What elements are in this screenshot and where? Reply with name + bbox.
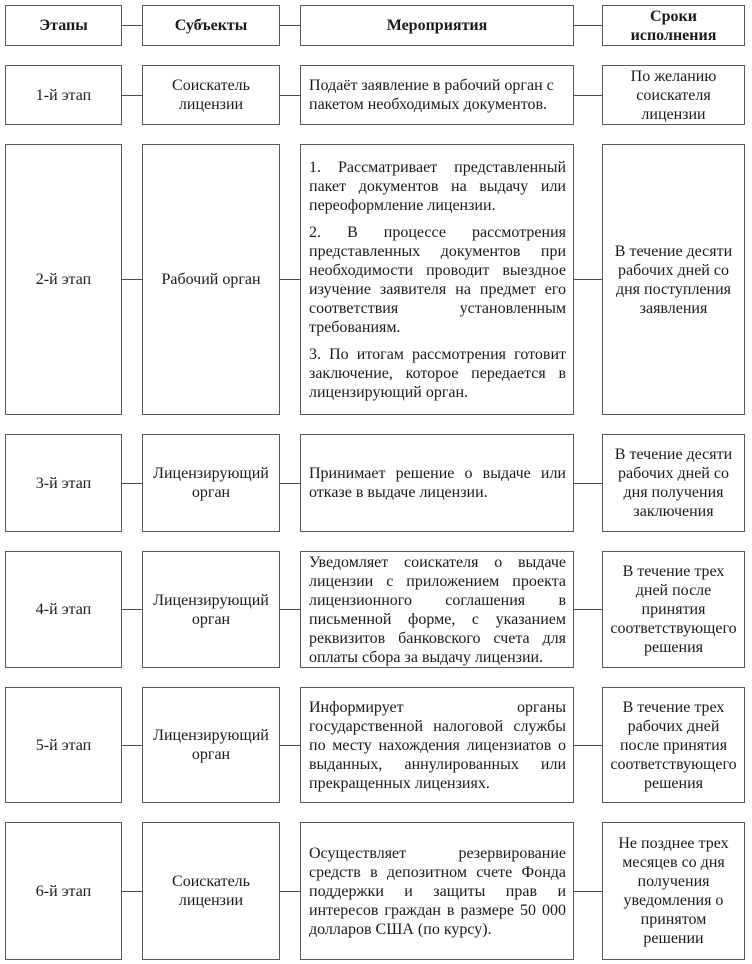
stage-label: 1-й этап	[35, 86, 92, 104]
stage-2-box	[5, 144, 122, 415]
connector	[122, 891, 142, 892]
connector	[122, 279, 142, 280]
deadline-5-box	[602, 687, 745, 803]
connector	[574, 95, 602, 96]
connector	[122, 745, 142, 746]
stage-label: 5-й этап	[35, 736, 92, 754]
stage-5-box	[5, 687, 122, 803]
activity-text: Информирует органы государственной налоговой службы по месту нахождения лицензиатов о выданных, аннулированных или прекращенных лицензиях.	[309, 698, 566, 792]
connector	[280, 95, 300, 96]
deadline-1-box	[602, 65, 745, 125]
activity-text: Подаёт заявление в рабочий орган с пакетом необходимых документов.	[309, 77, 554, 113]
subject-label: Лицензирующий орган	[153, 591, 269, 628]
subject-label: Лицензирующий орган	[153, 727, 269, 763]
connector	[574, 483, 602, 484]
connector	[280, 745, 300, 746]
subject-label: Лицензирующий орган	[153, 465, 269, 501]
header-activities-label: Мероприятия	[386, 17, 488, 34]
deadline-label: В течение десяти рабочих дней со дня поступления заявления	[614, 242, 733, 317]
stage-3-box	[5, 434, 122, 532]
connector	[280, 891, 300, 892]
activity-1-box	[300, 65, 574, 125]
connector	[280, 25, 300, 26]
deadline-label: По желанию соискателя лицензии	[630, 67, 717, 123]
deadline-label: В течение трех рабочих дней после принятия соответствующего решения	[610, 698, 737, 792]
connector	[574, 25, 602, 26]
subject-5-box	[142, 687, 280, 803]
connector	[280, 609, 300, 610]
connector	[280, 279, 300, 280]
activity-5-box	[300, 687, 574, 803]
stage-label: 3-й этап	[35, 474, 92, 492]
stage-6-box	[5, 822, 122, 960]
subject-4-box	[142, 551, 280, 668]
header-stages	[5, 5, 122, 46]
header-deadlines	[602, 5, 745, 46]
activity-6-box	[300, 822, 574, 960]
connector	[280, 483, 300, 484]
connector	[122, 609, 142, 610]
header-subjects	[142, 5, 280, 46]
subject-3-box	[142, 434, 280, 532]
header-activities	[300, 5, 574, 46]
activity-3-box	[300, 434, 574, 532]
connector	[574, 609, 602, 610]
subject-2-box	[142, 144, 280, 415]
deadline-3-box	[602, 434, 745, 532]
activity-text: Осуществляет резервирование средств в депозитном счете Фонда поддержки и защиты прав и интересов граждан в размере 50 000 долларов США (по курсу).	[309, 844, 566, 938]
deadline-label: Не позднее трех месяцев со дня получения уведомления о принятом решении	[618, 835, 729, 947]
activity-2-box	[300, 144, 574, 415]
stage-1-box	[5, 65, 122, 125]
connector	[574, 745, 602, 746]
activity-text: Уведомляет соискателя о выдаче лицензии с приложением проекта лицензионного соглашения в письменной форме, с указанием реквизитов банковского счета для оплаты сбора за выдачу лицензии.	[309, 553, 566, 666]
subject-6-box	[142, 822, 280, 960]
subject-1-box	[142, 65, 280, 125]
deadline-label: В течение десяти рабочих дней со дня получения заключения	[614, 446, 733, 520]
subject-label: Соискатель лицензии	[172, 77, 250, 113]
header-subjects-label: Субъекты	[174, 17, 248, 34]
activity-text: Принимает решение о выдаче или отказе в выдаче лицензии.	[309, 465, 566, 501]
connector	[574, 891, 602, 892]
stage-label: 6-й этап	[35, 882, 92, 900]
stage-4-box	[5, 551, 122, 668]
deadline-label: В течение трех дней после принятия соответствующего решения	[610, 563, 737, 656]
subject-label: Рабочий орган	[161, 271, 261, 288]
activity-4-box	[300, 551, 574, 668]
stage-label: 2-й этап	[35, 271, 92, 288]
connector	[574, 279, 602, 280]
stage-label: 4-й этап	[35, 601, 92, 618]
deadline-6-box	[602, 822, 745, 960]
subject-label: Соискатель лицензии	[172, 873, 250, 909]
connector	[122, 483, 142, 484]
header-stages-label: Этапы	[39, 17, 88, 34]
header-deadlines-label: Сроки исполнения	[630, 7, 717, 44]
connector	[122, 25, 142, 26]
connector	[122, 95, 142, 96]
deadline-4-box	[602, 551, 745, 668]
activity-text: 2. В процессе рассмотрения представленных документов при необходимости проводит выездное изучение заявителя на предмет его соответствия установленным требованиям.	[309, 223, 566, 336]
deadline-2-box	[602, 144, 745, 415]
activity-text: 1. Рассматривает представленный пакет документов на выдачу или переоформление лицензии.	[309, 158, 566, 214]
activity-text: 3. По итогам рассмотрения готовит заключение, которое передается в лицензирующий орган.	[309, 345, 566, 401]
